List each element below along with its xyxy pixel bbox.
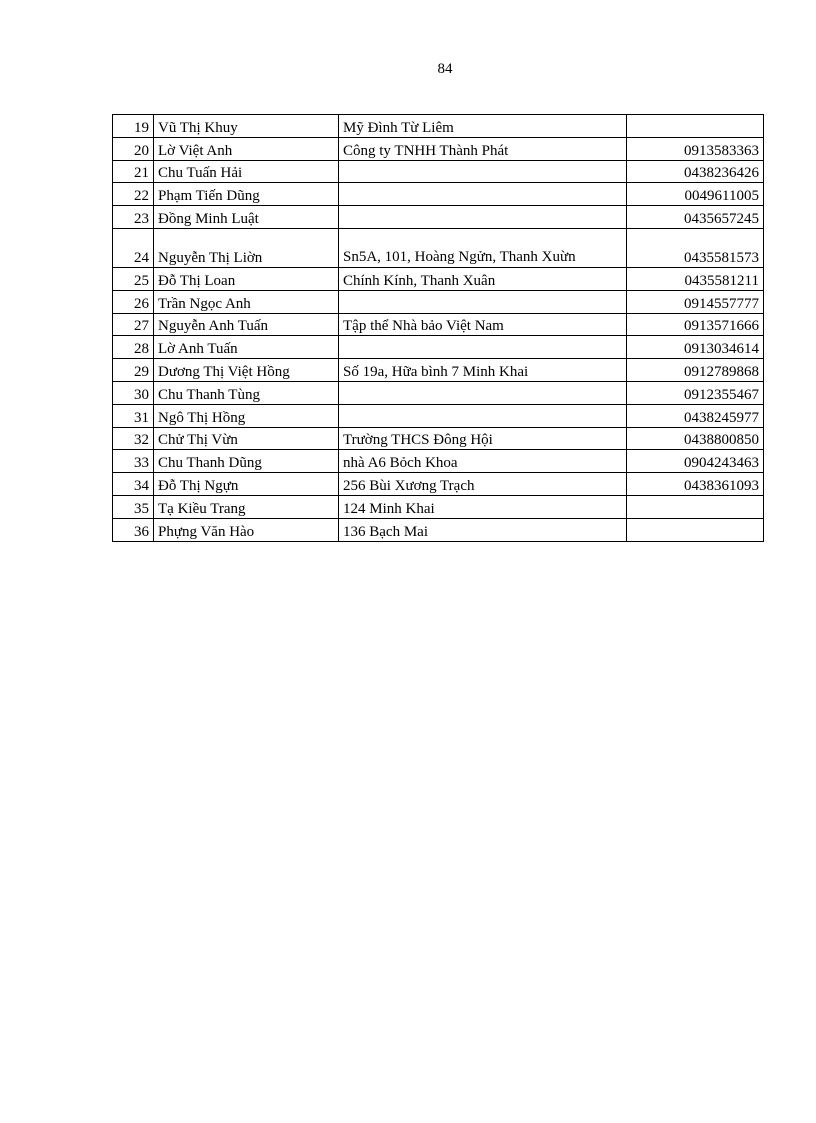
contact-phone: 0913583363 bbox=[627, 137, 764, 160]
contact-name: Chu Thanh Dũng bbox=[154, 450, 339, 473]
contact-name: Phạm Tiến Dũng bbox=[154, 183, 339, 206]
contact-name: Chu Thanh Tùng bbox=[154, 381, 339, 404]
table-row bbox=[113, 160, 764, 183]
contact-phone: 0435581211 bbox=[627, 267, 764, 290]
table-row bbox=[113, 206, 764, 229]
contact-address: Mỹ Đình Từ Liêm bbox=[339, 115, 627, 138]
contact-name: Nguyễn Anh Tuấn bbox=[154, 313, 339, 336]
table-row bbox=[113, 313, 764, 336]
contact-address: Trường THCS Đông Hội bbox=[339, 427, 627, 450]
contact-address: Số 19a, Hữa bình 7 Minh Khai bbox=[339, 359, 627, 382]
contact-name: Đồng Minh Luật bbox=[154, 206, 339, 229]
contact-phone: 0913571666 bbox=[627, 313, 764, 336]
table-row bbox=[113, 427, 764, 450]
table-row bbox=[113, 495, 764, 518]
contact-phone bbox=[627, 518, 764, 541]
table-row bbox=[113, 359, 764, 382]
table-row bbox=[113, 450, 764, 473]
contact-phone: 0914557777 bbox=[627, 290, 764, 313]
row-number: 31 bbox=[113, 404, 154, 427]
contact-address bbox=[339, 336, 627, 359]
contact-phone: 0438361093 bbox=[627, 473, 764, 496]
row-number: 25 bbox=[113, 267, 154, 290]
row-number: 35 bbox=[113, 495, 154, 518]
contact-name: Phựng Văn Hào bbox=[154, 518, 339, 541]
page-number: 84 bbox=[437, 61, 453, 77]
table-row bbox=[113, 290, 764, 313]
row-number: 20 bbox=[113, 137, 154, 160]
contact-name: Lờ Việt Anh bbox=[154, 137, 339, 160]
contact-name: Trần Ngọc Anh bbox=[154, 290, 339, 313]
contact-address bbox=[339, 381, 627, 404]
contact-name: Lờ Anh Tuấn bbox=[154, 336, 339, 359]
row-number: 23 bbox=[113, 206, 154, 229]
row-number: 34 bbox=[113, 473, 154, 496]
contact-phone: 0912789868 bbox=[627, 359, 764, 382]
table-row bbox=[113, 137, 764, 160]
contact-address: Tập thể Nhà bảo Việt Nam bbox=[339, 313, 627, 336]
contact-phone bbox=[627, 115, 764, 138]
contact-address: Công ty TNHH Thành Phát bbox=[339, 137, 627, 160]
contact-address bbox=[339, 290, 627, 313]
table-row bbox=[113, 267, 764, 290]
contact-address bbox=[339, 404, 627, 427]
table-row bbox=[113, 404, 764, 427]
contact-phone bbox=[627, 495, 764, 518]
contact-phone: 0049611005 bbox=[627, 183, 764, 206]
table-row bbox=[113, 115, 764, 138]
contact-table bbox=[112, 114, 764, 542]
contact-address: Chính Kính, Thanh Xuân bbox=[339, 267, 627, 290]
contact-phone: 0913034614 bbox=[627, 336, 764, 359]
row-number: 27 bbox=[113, 313, 154, 336]
contact-address: nhà A6 Bỏch Khoa bbox=[339, 450, 627, 473]
row-number: 21 bbox=[113, 160, 154, 183]
contact-phone: 0438800850 bbox=[627, 427, 764, 450]
contact-phone: 0435581573 bbox=[627, 228, 764, 267]
row-number: 24 bbox=[113, 228, 154, 267]
contact-address: 136 Bạch Mai bbox=[339, 518, 627, 541]
table-row bbox=[113, 473, 764, 496]
contact-name: Đỗ Thị Loan bbox=[154, 267, 339, 290]
row-number: 33 bbox=[113, 450, 154, 473]
contact-phone: 0912355467 bbox=[627, 381, 764, 404]
contact-phone: 0438245977 bbox=[627, 404, 764, 427]
contact-name: Tạ Kiều Trang bbox=[154, 495, 339, 518]
contact-name: Dương Thị Việt Hồng bbox=[154, 359, 339, 382]
row-number: 32 bbox=[113, 427, 154, 450]
row-number: 22 bbox=[113, 183, 154, 206]
row-number: 19 bbox=[113, 115, 154, 138]
contact-name: Chử Thị Vừn bbox=[154, 427, 339, 450]
contact-address: 256 Bùi Xương Trạch bbox=[339, 473, 627, 496]
contact-address bbox=[339, 160, 627, 183]
contact-phone: 0435657245 bbox=[627, 206, 764, 229]
contact-address bbox=[339, 183, 627, 206]
contact-address: 124 Minh Khai bbox=[339, 495, 627, 518]
row-number: 36 bbox=[113, 518, 154, 541]
row-number: 28 bbox=[113, 336, 154, 359]
row-number: 26 bbox=[113, 290, 154, 313]
contact-name: Vũ Thị Khuy bbox=[154, 115, 339, 138]
contact-name: Đỗ Thị Ngựn bbox=[154, 473, 339, 496]
contact-address: Sn5A, 101, Hoàng Ngửn, Thanh Xuừn bbox=[339, 228, 627, 267]
row-number: 29 bbox=[113, 359, 154, 382]
contact-name: Chu Tuấn Hải bbox=[154, 160, 339, 183]
row-number: 30 bbox=[113, 381, 154, 404]
table-row bbox=[113, 381, 764, 404]
contact-phone: 0904243463 bbox=[627, 450, 764, 473]
contact-name: Ngô Thị Hồng bbox=[154, 404, 339, 427]
contact-phone: 0438236426 bbox=[627, 160, 764, 183]
contact-address bbox=[339, 206, 627, 229]
contact-name: Nguyễn Thị Liờn bbox=[154, 228, 339, 267]
table-row bbox=[113, 183, 764, 206]
table-row bbox=[113, 518, 764, 541]
table-row bbox=[113, 336, 764, 359]
table-row bbox=[113, 228, 764, 267]
